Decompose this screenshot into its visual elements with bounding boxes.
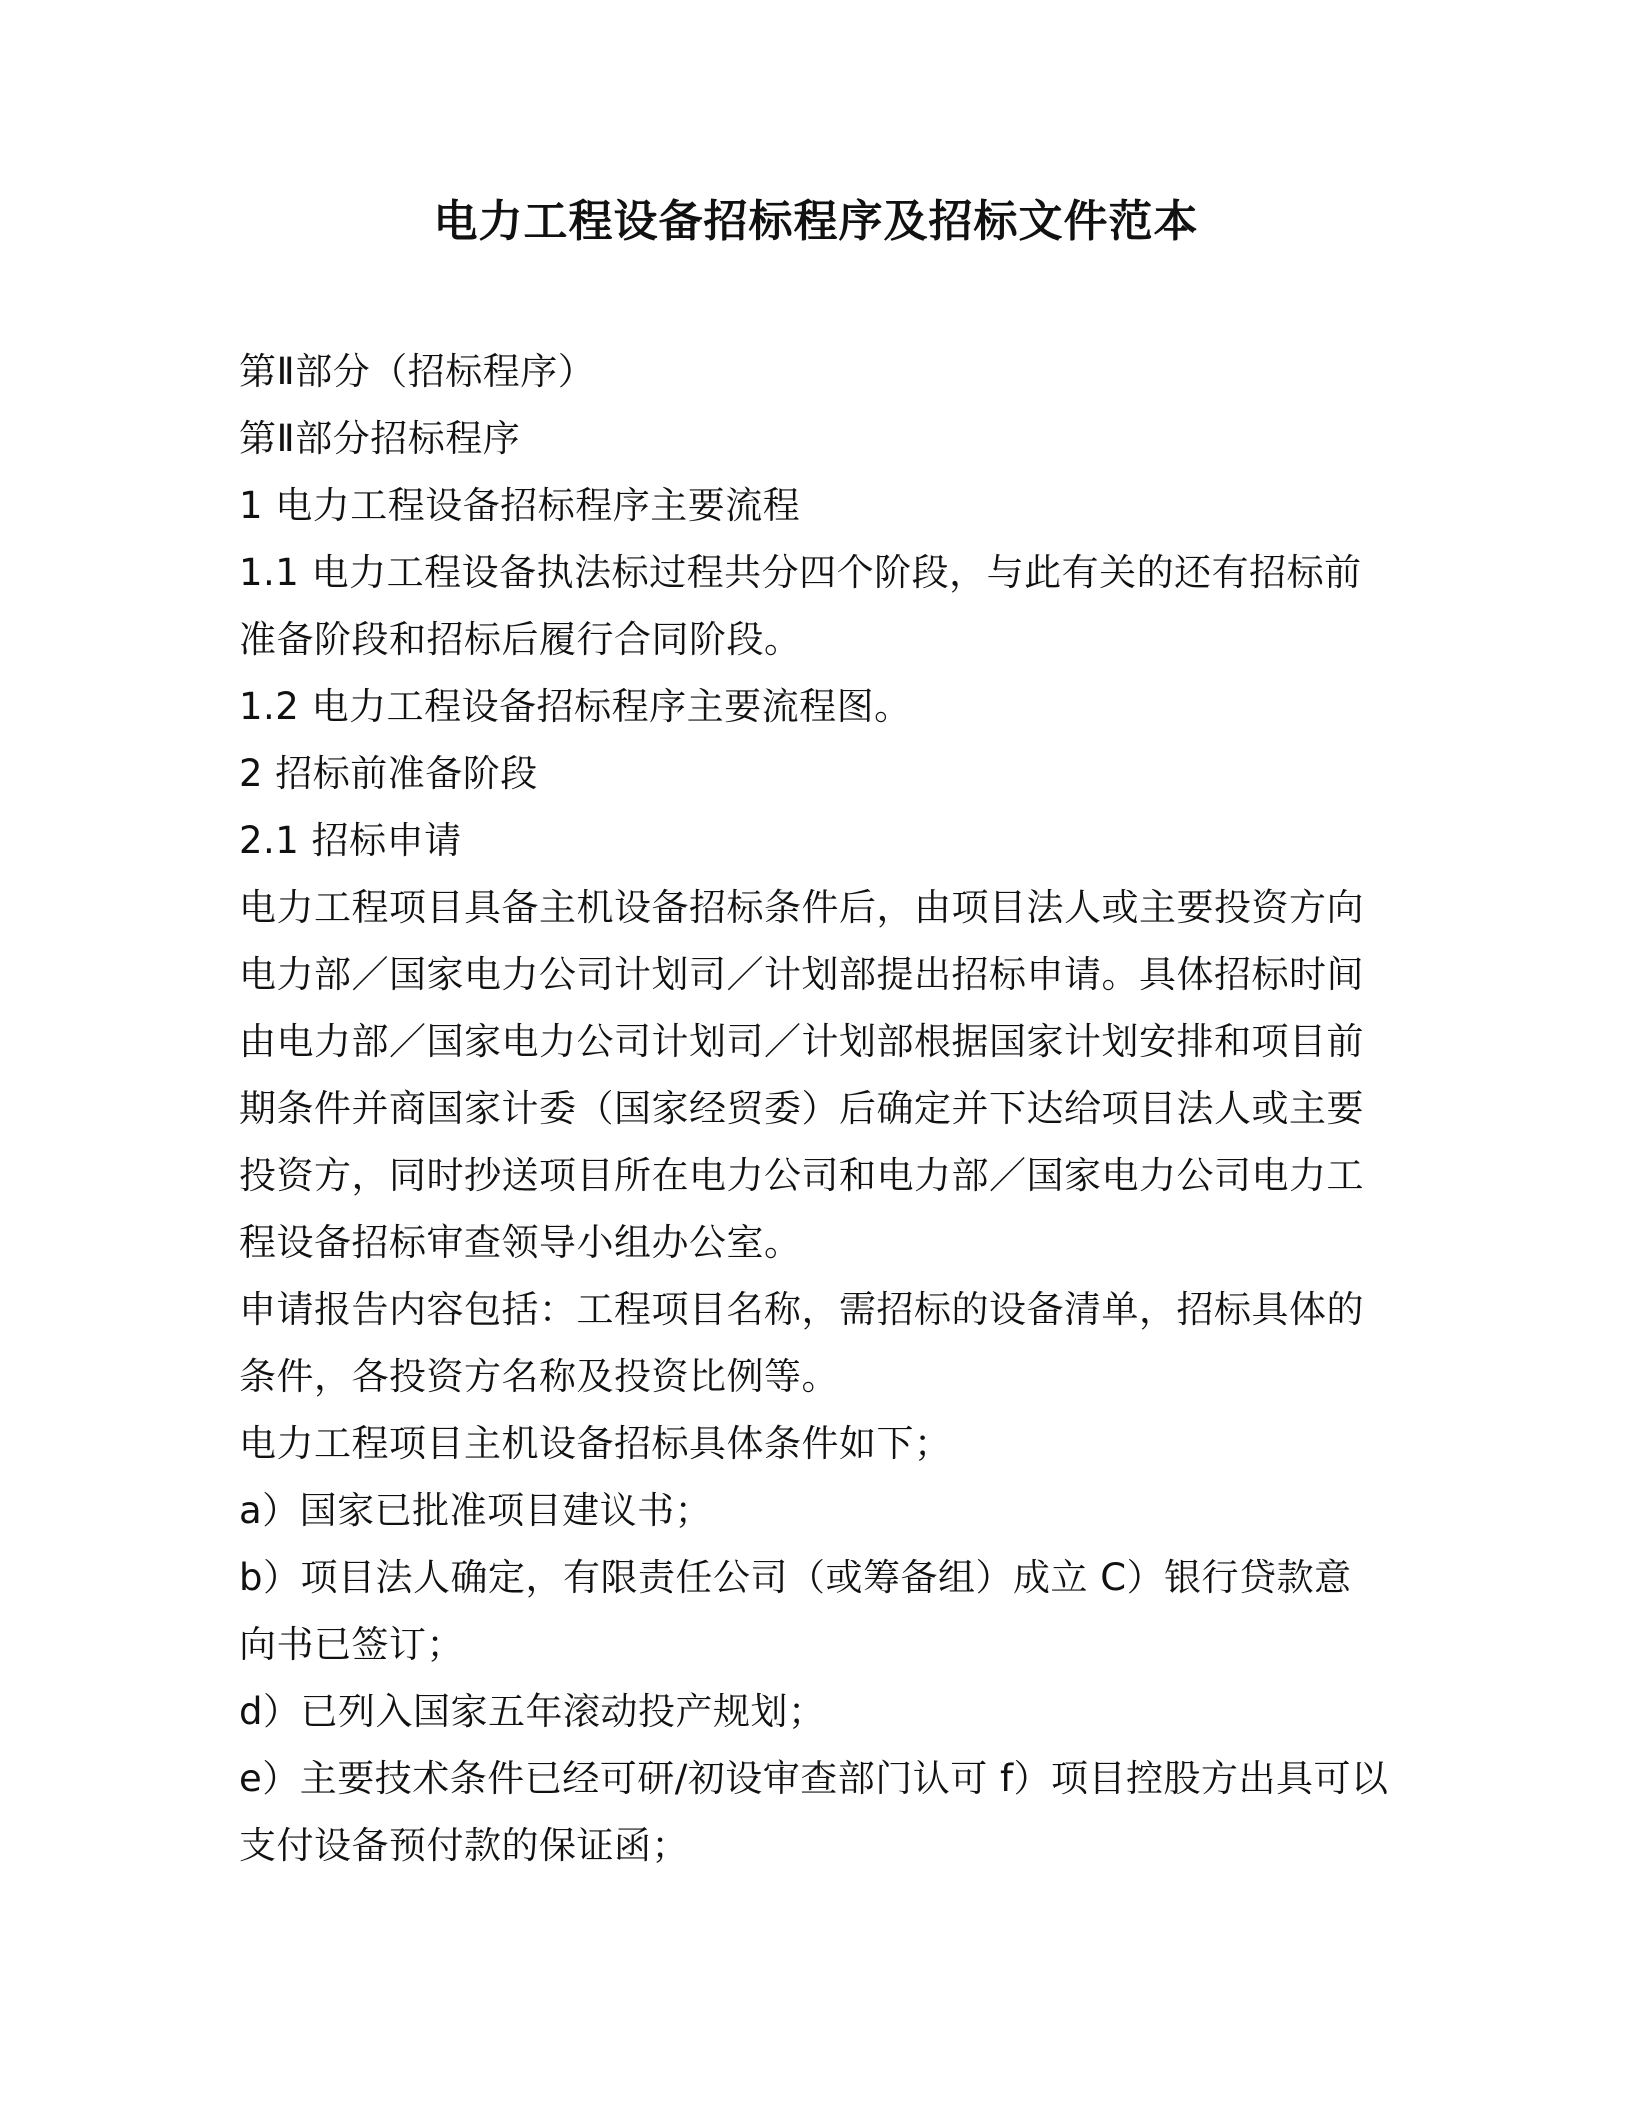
section-heading: 第Ⅱ部分（招标程序） <box>239 350 596 393</box>
list-item: e）主要技术条件已经可研/初设审查部门认可 f）项目控股方出具可以支付设备预付款的保证函； <box>239 1757 1389 1867</box>
paragraph: 1.2 电力工程设备招标程序主要流程图。 <box>239 685 912 728</box>
section-heading: 2.1 招标申请 <box>239 819 462 862</box>
section-heading: 2 招标前准备阶段 <box>239 752 538 795</box>
document-body <box>239 338 1389 1879</box>
list-item: a）国家已批准项目建议书； <box>239 1489 713 1532</box>
paragraph: 申请报告内容包括：工程项目名称，需招标的设备清单，招标具体的条件，各投资方名称及投资比例等。 <box>239 1288 1364 1398</box>
paragraph: 电力工程项目主机设备招标具体条件如下； <box>239 1422 952 1465</box>
paragraph: 电力工程项目具备主机设备招标条件后，由项目法人或主要投资方向电力部／国家电力公司计划司／计划部提出招标申请。具体招标时间由电力部／国家电力公司计划司／计划部根据国家计划安排和项目前期条件并商国家计委（国家经贸委）后确定并下达给项目法人或主要投资方，同时抄送项目所在电力公司和电力部／国家电力公司电力工程设备招标审查领导小组办公室。 <box>239 886 1364 1264</box>
document-title: 电力工程设备招标程序及招标文件范本 <box>433 196 1199 247</box>
section-heading: 第Ⅱ部分招标程序 <box>239 417 521 460</box>
list-item: b）项目法人确定，有限责任公司（或筹备组）成立 C）银行贷款意向书已签订； <box>239 1556 1352 1666</box>
paragraph: 1.1 电力工程设备执法标过程共分四个阶段，与此有关的还有招标前准备阶段和招标后履行合同阶段。 <box>239 551 1362 661</box>
section-heading: 1 电力工程设备招标程序主要流程 <box>239 484 801 527</box>
list-item: d）已列入国家五年滚动投产规划； <box>239 1690 826 1733</box>
